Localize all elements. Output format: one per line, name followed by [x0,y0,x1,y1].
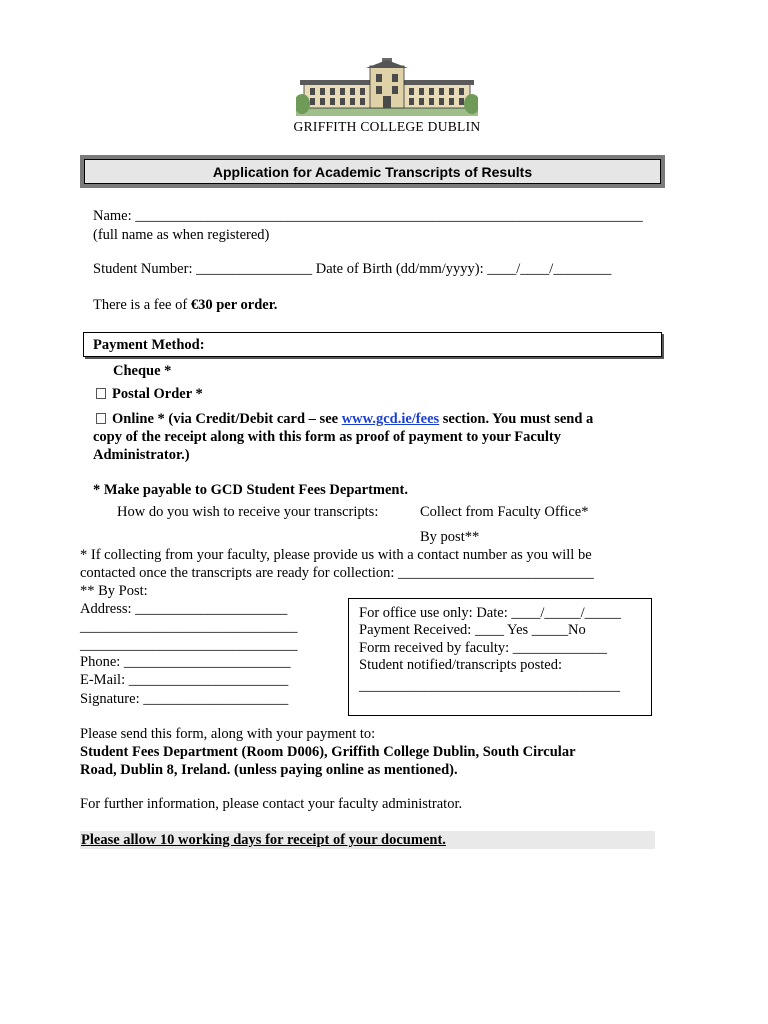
name-note: (full name as when registered) [93,227,270,243]
online-instructions-line3: Administrator.) [93,447,190,463]
email-field[interactable]: E-Mail: ______________________ [80,672,289,688]
fee-notice [93,297,277,314]
form-received-field[interactable]: Form received by faculty: _____________ [359,640,608,656]
college-building-logo [296,58,478,120]
page-title: Application for Academic Transcripts of Results [84,159,661,184]
processing-time-notice [80,831,655,849]
office-use-box [348,598,652,716]
payment-received-field[interactable]: Payment Received: ____ Yes _____No [359,622,586,638]
name-field[interactable]: Name: ______________________________________________________________________ [93,208,643,224]
college-name-logo-text: GRIFFITH COLLEGE DUBLIN [293,119,481,134]
online-label-prefix: Online * (via Credit/Debit card – see [112,411,342,427]
by-post-option[interactable]: By post** [420,529,480,545]
contact-number-field[interactable]: contacted once the transcripts are ready for collection: ___________________________ [80,565,594,581]
payment-method-header-box [83,332,662,357]
send-address-line2: Road, Dublin 8, Ireland. (unless paying online as mentioned). [80,762,458,778]
office-date-field[interactable]: For office use only: Date: ____/_____/_____ [359,605,621,621]
fee-prefix: There is a fee of [93,297,191,313]
payment-method-heading: Payment Method: [93,337,205,353]
student-notified-label: Student notified/transcripts posted: [359,657,562,673]
phone-field[interactable]: Phone: _______________________ [80,654,291,670]
send-form-intro: Please send this form, along with your payment to: [80,726,376,742]
signature-field[interactable]: Signature: ____________________ [80,691,289,707]
cheque-option[interactable]: Cheque * [113,363,172,379]
processing-time-text: Please allow 10 working days for receipt of your document. [81,832,446,848]
postal-order-checkbox[interactable] [96,388,106,399]
online-option[interactable] [96,411,593,428]
send-address-line1: Student Fees Department (Room D006), Griffith College Dublin, South Circular [80,744,576,760]
student-number-dob-field[interactable]: Student Number: ________________ Date of Birth (dd/mm/yyyy): ____/____/________ [93,261,612,277]
faculty-collection-note: * If collecting from your faculty, please provide us with a contact number as you will be [80,547,592,563]
title-banner [80,155,665,188]
online-checkbox[interactable] [96,413,106,424]
postal-order-label: Postal Order * [112,386,203,402]
payable-note: * Make payable to GCD Student Fees Department. [93,482,408,498]
fees-website-link[interactable]: www.gcd.ie/fees [341,411,440,427]
by-post-heading: ** By Post: [80,583,148,599]
online-instructions-line2: copy of the receipt along with this form as proof of payment to your Faculty [93,429,561,445]
student-notified-line[interactable]: ____________________________________ [359,678,620,694]
collect-faculty-option[interactable]: Collect from Faculty Office* [420,504,589,520]
fee-amount: €30 per order. [190,297,278,313]
address-field[interactable]: Address: _____________________ [80,601,288,617]
address-line-2[interactable]: ______________________________ [80,619,298,635]
address-line-3[interactable]: ______________________________ [80,637,298,653]
postal-order-option[interactable] [96,386,203,403]
further-info: For further information, please contact your faculty administrator. [80,796,463,812]
online-label-suffix: section. You must send a [439,411,594,427]
receive-question: How do you wish to receive your transcripts: [117,504,379,520]
